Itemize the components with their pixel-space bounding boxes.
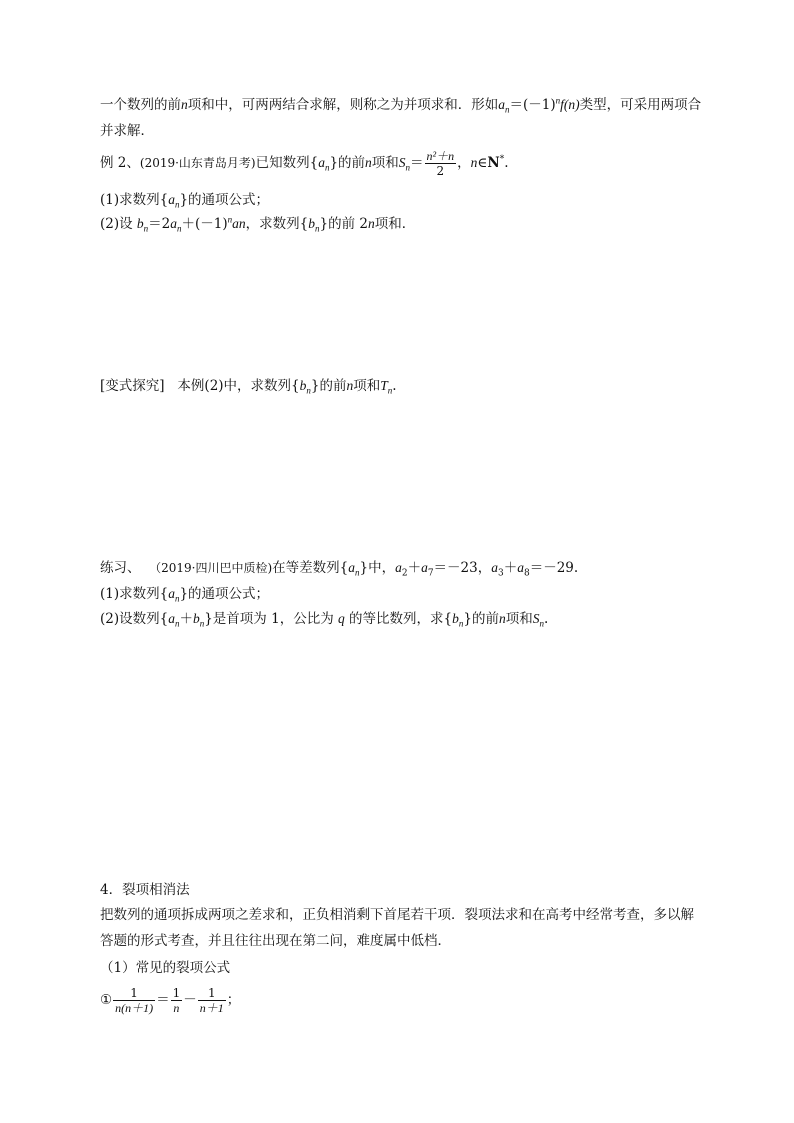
equals: ＝ <box>410 155 424 171</box>
fraction-denominator: n <box>173 1001 180 1015</box>
example-label: 例 2、 <box>100 155 140 171</box>
sub-n: n <box>306 385 311 396</box>
practice-source: （2019·四川巴中质检) <box>149 561 273 575</box>
fraction-denominator: n＋1 <box>199 1001 224 1015</box>
text: ＋ <box>503 560 518 576</box>
text: 类型，可采用两项合 <box>579 97 702 113</box>
circled-number: ① <box>100 992 113 1008</box>
sub-n: n <box>405 162 411 173</box>
sub-n: n <box>354 567 360 578</box>
var-S: S <box>532 611 540 626</box>
sub-index: 3 <box>497 568 504 579</box>
example-2-stem <box>100 148 509 178</box>
var-b: b <box>308 216 315 231</box>
fraction <box>171 986 183 1015</box>
text: . <box>543 611 549 627</box>
text: ＋ <box>407 560 422 576</box>
text: }的前 <box>310 378 347 394</box>
text: ∈ <box>477 155 488 171</box>
fraction-denominator: n(n＋1) <box>115 1001 154 1015</box>
text: }的通项公式； <box>179 192 270 208</box>
var-b: b <box>452 611 459 626</box>
sub-index: 2 <box>401 568 408 579</box>
text: ＝－29. <box>529 560 579 576</box>
fraction <box>113 986 155 1015</box>
var-n: n <box>346 378 354 393</box>
var-a: a <box>421 560 428 575</box>
equals: ＝ <box>156 992 170 1008</box>
var-b: b <box>136 216 144 231</box>
var-n: n <box>498 611 506 626</box>
practice-q1 <box>100 584 269 604</box>
text: ； <box>226 992 241 1008</box>
fraction <box>425 149 457 178</box>
var-a: a <box>517 560 524 575</box>
var-a: a <box>318 155 325 170</box>
intro-line-1 <box>100 95 701 115</box>
text: 在等差数列{ <box>272 560 349 576</box>
sub-index: 7 <box>427 568 434 579</box>
sub-n: n <box>505 104 510 115</box>
var-q: q <box>338 611 345 626</box>
var-n: n <box>181 97 188 112</box>
fraction-numerator: 1 <box>198 986 226 1001</box>
sub-n: n <box>199 618 205 629</box>
variant-exploration <box>100 376 397 396</box>
text: ＋(－1) <box>181 216 228 232</box>
text: 项和 <box>505 611 533 627</box>
text: 项和 <box>353 378 381 394</box>
text: ＝2 <box>148 216 171 232</box>
practice-stem <box>100 558 578 578</box>
sub-n: n <box>458 618 464 629</box>
sub-n: n <box>174 593 180 604</box>
text: }是首项为 1，公比为 <box>204 611 334 627</box>
text: 项和． <box>374 216 416 232</box>
sub-n: n <box>174 199 180 210</box>
var-a: a <box>498 97 505 112</box>
example-2-q2 <box>100 214 415 234</box>
text: ，求数列{ <box>245 216 309 232</box>
practice-label: 练习、 <box>100 560 141 576</box>
sub-n: n <box>314 223 320 234</box>
text: 本例(2)中，求数列{ <box>177 378 300 394</box>
section-4-title: 4．裂项相消法 <box>100 882 190 898</box>
var-a: a <box>395 560 402 575</box>
variant-label: [变式探究] <box>100 378 165 394</box>
split-term-formula <box>100 982 240 1018</box>
fraction <box>198 986 226 1015</box>
var-n: n <box>365 155 372 170</box>
text: 一个数列的前 <box>100 97 181 113</box>
practice-q2 <box>100 609 548 629</box>
section-4-para-1: 把数列的通项拆成两项之差求和，正负相消剩下首尾若干项．裂项法求和在高考中经常考查，多以解 <box>100 907 694 923</box>
var-b: b <box>299 378 307 393</box>
sub-n: n <box>324 162 330 173</box>
var-S: S <box>398 155 406 170</box>
minus: － <box>183 992 197 1008</box>
sup-n: n <box>227 214 233 225</box>
text: }的前 <box>329 155 366 171</box>
text: 的等比数列，求{ <box>349 611 453 627</box>
text: ， <box>457 155 471 171</box>
fraction-denominator: 2 <box>436 164 445 178</box>
var-b: b <box>192 611 200 626</box>
text: (2)设数列{ <box>100 611 169 627</box>
var-a: a <box>348 560 355 575</box>
text: }的前 2 <box>319 216 368 232</box>
fraction-numerator: 1 <box>113 986 155 1001</box>
var-T: T <box>380 378 388 393</box>
var-a: a <box>168 192 175 207</box>
section-4-subheading: （1）常见的裂项公式 <box>100 960 231 976</box>
text: . <box>504 155 509 171</box>
sup-star: * <box>499 154 505 165</box>
var-n: n <box>367 216 375 231</box>
example-2-q1 <box>100 190 269 210</box>
sub-index: 8 <box>523 568 530 579</box>
text: ＋ <box>179 611 193 627</box>
fraction-numerator: n²＋n <box>426 149 455 163</box>
text: }的前 <box>463 611 499 627</box>
sub-n: n <box>177 223 182 234</box>
example-source: (2019·山东青岛月考) <box>139 156 256 170</box>
sub-n: n <box>143 223 149 234</box>
sup-n: n <box>555 95 561 106</box>
text: ＝－23， <box>433 560 492 576</box>
text: }的通项公式； <box>179 586 270 602</box>
text: }中， <box>359 560 396 576</box>
set-N: N <box>487 155 500 171</box>
intro-line-2: 并求解． <box>100 123 154 139</box>
text: 已知数列{ <box>255 155 319 171</box>
fraction-numerator: 1 <box>172 986 181 1000</box>
var-a: a <box>168 611 175 626</box>
var-fn: f(n) <box>560 97 580 112</box>
text: 项和中，可两两结合求解，则称之为并项求和．形如 <box>187 97 499 113</box>
sub-n: n <box>387 385 393 396</box>
section-4-para-2: 答题的形式考查，并且往往出现在第二问，难度属中低档． <box>100 933 451 949</box>
text: (2)设 <box>100 216 133 232</box>
var-n: n <box>470 155 478 170</box>
var-a: a <box>170 216 178 231</box>
sub-n: n <box>174 618 180 629</box>
text: (1)求数列{ <box>100 192 169 208</box>
var-a: a <box>168 586 175 601</box>
var-an: an <box>232 216 246 231</box>
sub-n: n <box>539 618 544 629</box>
text: 项和 <box>371 155 399 171</box>
text: . <box>392 378 397 394</box>
text: ＝(－1) <box>509 97 556 113</box>
text: (1)求数列{ <box>100 586 169 602</box>
var-a: a <box>491 560 498 575</box>
